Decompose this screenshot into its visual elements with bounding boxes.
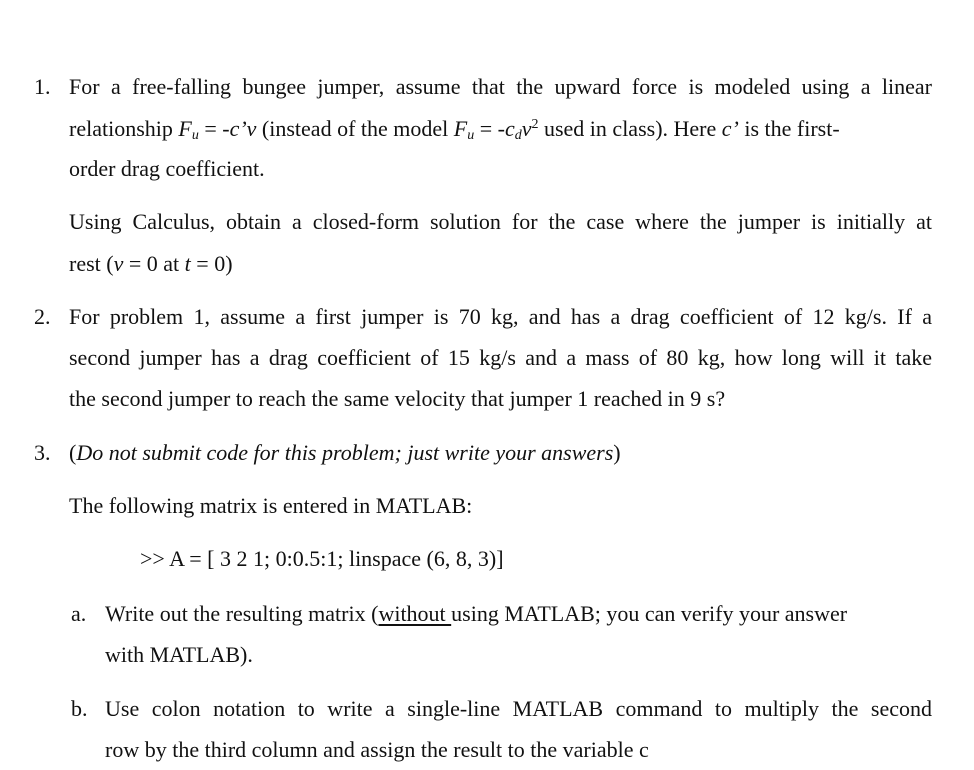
problem-2-line-3: the second jumper to reach the same velocity that jumper 1 reached in 9 s?	[69, 386, 726, 411]
part-a-line-2: with MATLAB).	[105, 642, 253, 667]
problem-1-line-5: rest (v = 0 at t = 0)	[69, 251, 233, 276]
problem-2-number: 2.	[34, 304, 51, 329]
problem-3-number: 3.	[34, 440, 51, 465]
part-a-letter: a.	[71, 601, 87, 626]
problem-3-line-2: The following matrix is entered in MATLAB:	[69, 493, 473, 518]
problem-3-line-1: (Do not submit code for this problem; just write your answers)	[69, 440, 621, 465]
part-a-line-1: Write out the resulting matrix (without using MATLAB; you can verify your answer	[105, 601, 848, 626]
part-b-line-2: row by the third column and assign the result to the variable c	[105, 737, 649, 762]
problem-1-line-4: Using Calculus, obtain a closed-form solution for the case where the jumper is initially at	[69, 209, 932, 234]
problem-2-line-1: For problem 1, assume a first jumper is 70 kg, and has a drag coefficient of 12 kg/s. If a	[69, 304, 932, 329]
problem-1-line-2: relationship $F_u$ = -c’v (instead of the model $F_u = -c_dv^2$ used in class). Here c’ is the first-	[69, 116, 840, 143]
part-b-line-1: Use colon notation to write a single-line MATLAB command to multiply the second	[105, 696, 932, 721]
problem-1-number: 1.	[34, 74, 51, 99]
problem-2-line-2: second jumper has a drag coefficient of 15 kg/s and a mass of 80 kg, how long will it take	[69, 345, 932, 370]
problem-1-line-3: order drag coefficient.	[69, 156, 265, 181]
matlab-command: >> A = [ 3 2 1; 0:0.5:1; linspace (6, 8, 3)]	[140, 546, 504, 571]
part-b-letter: b.	[71, 696, 88, 721]
problem-1-line-1: For a free-falling bungee jumper, assume that the upward force is modeled using a linear	[69, 74, 932, 99]
